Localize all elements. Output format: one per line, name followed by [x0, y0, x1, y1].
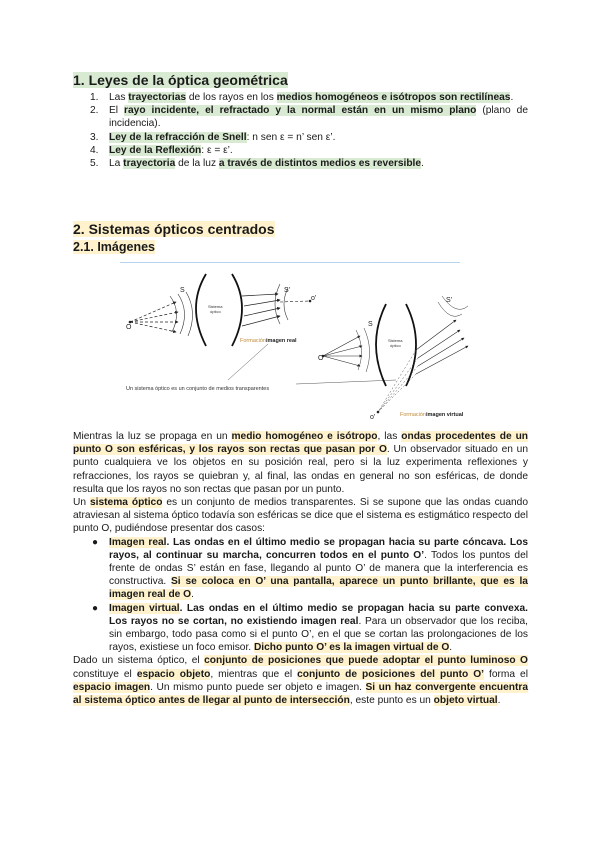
highlighted-text: Dicho punto O’ es la imagen virtual de O — [253, 642, 450, 654]
highlighted-text: espacio objeto — [136, 668, 211, 680]
real-image-panel — [124, 267, 316, 375]
highlighted-text: rayo incidente, el refractado y la normal están en un mismo plano — [124, 105, 477, 117]
subsection-2-1-title-text: 2.1. Imágenes — [73, 240, 155, 254]
virtual-image-diagram — [322, 296, 468, 413]
text-run: constituye el — [73, 668, 137, 680]
laws-list — [73, 91, 528, 170]
text-run: . — [191, 589, 194, 601]
section-2-title-text: 2. Sistemas ópticos centrados — [73, 221, 275, 237]
caption-real-prefix: Formación — [240, 338, 266, 344]
caption-system: Un sistema óptico es un conjunto de medios transparentes — [126, 386, 270, 392]
real-image-diagram — [124, 267, 316, 375]
section-1-title — [73, 72, 528, 89]
label-o-right: O — [318, 355, 324, 362]
law-item — [73, 104, 528, 130]
text-run: . — [510, 92, 514, 103]
system-label-left-1: Sistema — [208, 304, 223, 309]
text-run: La — [109, 158, 124, 170]
label-s-left: S — [180, 287, 185, 294]
bullet-item — [73, 602, 528, 655]
bullet-dot-icon: ● — [92, 602, 99, 614]
text-run: de los rayos en los — [186, 92, 277, 103]
point-o-prime-right — [377, 411, 380, 414]
highlighted-text: ondas procedentes de un punto O son esféricas, y los rayos son rectas que pasan por O — [73, 431, 529, 456]
highlighted-text: medios homogéneos e isótropos son rectilíneas — [276, 92, 511, 103]
bullet-item — [73, 536, 528, 602]
optical-system-figure — [120, 262, 480, 420]
law-item — [73, 131, 528, 144]
label-o-prime-right: o’ — [370, 414, 376, 420]
law-number: 3. — [90, 131, 99, 143]
intro-paragraphs — [73, 430, 528, 536]
highlighted-text: conjunto de posiciones del punto O’ — [297, 668, 485, 680]
section-1-title-text: 1. Leyes de la óptica geométrica — [73, 72, 288, 88]
section-laws — [73, 72, 528, 170]
text-run: , mientras que el — [210, 668, 298, 680]
text-run: Mientras la luz se propaga en un — [73, 431, 232, 442]
highlighted-text: sistema óptico — [89, 497, 163, 509]
highlighted-text: Si se coloca en O’ una pantalla, aparece un punto brillante, que es la imagen real de O — [109, 576, 528, 601]
highlighted-text: Imagen real — [109, 536, 167, 548]
label-s-right: S — [368, 321, 373, 328]
text-run: Las — [109, 92, 129, 103]
highlighted-text: conjunto de posiciones que puede adoptar el punto luminoso O — [204, 655, 528, 667]
highlighted-text: a través de distintos medios es reversible — [218, 158, 422, 170]
caption-real-bold: imagen real — [266, 338, 297, 344]
law-number: 1. — [90, 92, 99, 103]
text-run: : ε = ε’. — [201, 144, 233, 156]
law-item — [73, 91, 528, 104]
highlighted-text: Si un haz convergente encuentra al sistema óptico antes de llegar al punto de intersección — [73, 681, 528, 707]
system-label-right-2: óptico — [390, 343, 401, 348]
final-paragraph — [73, 654, 528, 707]
section-2-title — [73, 221, 528, 238]
text-run: Un — [73, 497, 90, 509]
body-paragraph — [73, 496, 528, 536]
text-run: . Para un observador que los reciba, sin embargo, todo pasa como si el punto O’, en el que se cortan las prolongaciones de los rayos, existiese un foco emisor. — [109, 615, 529, 654]
caption-virtual-prefix: Formación — [400, 412, 426, 418]
text-run: es un conjunto de medios transparentes. Si se supone que las ondas cuando atraviesan al sistema óptico todavía son esféricas se dice que el sistema es estigmático respecto del punto O, pudiéndose presentar dos casos: — [73, 497, 528, 535]
label-o-left: O — [126, 324, 132, 331]
highlighted-text: objeto virtual — [433, 695, 498, 707]
law-number: 4. — [90, 144, 99, 156]
text-run: (plano de incidencia). — [109, 105, 528, 130]
system-label-right-1: Sistema — [388, 338, 403, 343]
label-s-prime-left: S’ — [284, 287, 291, 294]
highlighted-text: Imagen virtual — [109, 602, 180, 614]
highlighted-text: . Las ondas en el último medio se propagan hacia su parte cóncava. Los rayos, al continuar su marcha, concurren todos en el punto O’ — [109, 536, 529, 561]
text-run: . Todos los puntos del frente de ondas S’ están en fase, llegando al punto O’ de manera que la interferencia es constructiva. — [109, 549, 528, 588]
law-item — [73, 144, 528, 157]
highlighted-text: medio homogéneo e isótropo — [231, 431, 378, 442]
body-paragraph — [73, 430, 528, 496]
text-run: . Un mismo punto puede ser objeto e imagen. — [150, 681, 366, 693]
image-types-list — [73, 536, 528, 655]
text-run: , las — [377, 431, 402, 442]
highlighted-text: trayectoria — [123, 158, 176, 170]
label-s-prime-right: S’ — [446, 297, 453, 304]
text-run: de la luz — [175, 158, 219, 170]
text-run: forma el — [484, 668, 528, 680]
text-run: : n sen ε = n’ sen ε’. — [246, 131, 336, 143]
text-run: Dado un sistema óptico, el — [73, 655, 205, 667]
bullet-dot-icon: ● — [92, 536, 99, 548]
label-o-prime-left: o’ — [311, 295, 317, 302]
section-centered-systems — [73, 221, 528, 255]
text-run: El — [109, 105, 125, 117]
highlighted-text: Ley de la refracción de Snell — [109, 131, 247, 143]
text-run: . — [421, 158, 424, 170]
caption-virtual-bold: imagen virtual — [426, 412, 464, 418]
highlighted-text: Ley de la Reflexión — [109, 144, 202, 156]
text-run: . Un observador situado en un punto cualquiera ve los objetos en su posición real, pero si la luz experimenta reflexiones y refracciones, los rayos se quiebran y, al final, las ondas en general no son esféricas, de donde resulta que los rayos no son rectas que pasan por un punto. — [73, 444, 528, 495]
system-label-left-2: óptico — [210, 309, 221, 314]
text-run: . — [449, 642, 453, 654]
text-run: , este punto es un — [349, 695, 434, 707]
law-number: 2. — [90, 105, 99, 117]
highlighted-text: trayectorias — [128, 92, 187, 103]
law-item — [73, 157, 528, 170]
subsection-2-1-title — [73, 240, 528, 255]
highlighted-text: . Las ondas en el último medio se propagan hacia su parte convexa. Los rayos no se cortan, no existiendo imagen real — [109, 602, 528, 627]
text-run: . — [497, 695, 501, 707]
body-text — [73, 430, 528, 707]
highlighted-text: espacio imagen — [73, 681, 151, 693]
law-number: 5. — [90, 158, 99, 170]
